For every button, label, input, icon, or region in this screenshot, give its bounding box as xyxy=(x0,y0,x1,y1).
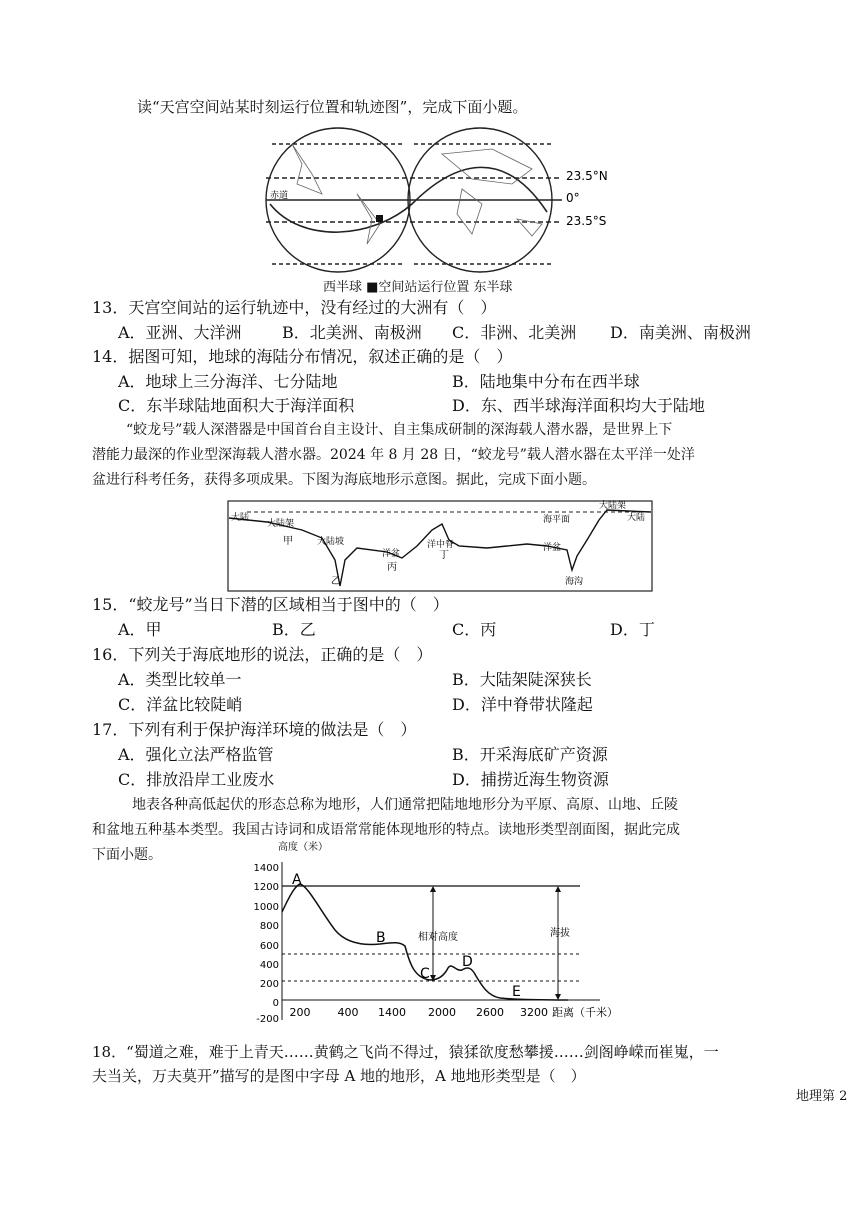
x-tick-400: 400 xyxy=(337,1006,359,1019)
y-tick-1200: 1200 xyxy=(253,882,279,893)
q14-option-c: C．东半球陆地面积大于海洋面积 xyxy=(118,396,355,415)
q14-option-a: A．地球上三分海洋、七分陆地 xyxy=(118,372,338,391)
chart-xlabel: 距离（千米） xyxy=(552,1006,618,1019)
x-tick-1400: 1400 xyxy=(378,1006,406,1019)
equator-text-label: 赤道 xyxy=(270,191,289,201)
q16-stem: 16．下列关于海底地形的说法，正确的是（ ） xyxy=(92,645,433,664)
q14-option-d: D．东、西半球海洋面积均大于陆地 xyxy=(452,396,705,415)
y-tick-neg200: -200 xyxy=(256,1014,279,1025)
land-right-label: 大陆 xyxy=(627,513,646,523)
q13-option-b: B．北美洲、南极洲 xyxy=(282,323,422,342)
q13-option-a: A．亚洲、大洋洲 xyxy=(118,323,242,342)
intro-jiaolong-line3: 盆进行科考任务，获得多项成果。下图为海底地形示意图。据此，完成下面小题。 xyxy=(92,472,596,488)
altitude-label: 海拔 xyxy=(550,928,570,939)
y-tick-600: 600 xyxy=(259,941,279,952)
point-yi: 乙 xyxy=(331,576,341,587)
intro-orbit: 读“天宫空间站某时刻运行位置和轨迹图”，完成下面小题。 xyxy=(137,98,528,116)
chart-ylabel: 高度（米） xyxy=(278,842,328,853)
point-d: D xyxy=(462,954,473,970)
q17-option-b: B．开采海底矿产资源 xyxy=(452,745,608,764)
q13-option-c: C．非洲、北美洲 xyxy=(452,323,577,342)
point-b: B xyxy=(376,930,386,946)
intro-jiaolong-line2: 潜能力最深的作业型深海载人潜水器。2024 年 8 月 28 日，“蛟龙号”载人潜水器在太平洋一处洋 xyxy=(92,447,695,463)
trench-label: 海沟 xyxy=(565,577,584,587)
q16-option-b: B．大陆架陡深狭长 xyxy=(452,670,592,689)
point-jia: 甲 xyxy=(283,536,293,547)
shelf-label: 大陆架 xyxy=(267,519,295,529)
x-tick-2000: 2000 xyxy=(428,1006,456,1019)
point-c: C xyxy=(420,966,430,982)
sea-level-label: 海平面 xyxy=(543,515,571,525)
q18-line2: 夫当关，万夫莫开”描写的是图中字母 A 地的地形，A 地地形类型是（ ） xyxy=(92,1067,586,1085)
equator-degree-label: 0° xyxy=(566,191,580,205)
orbit-caption: 西半球 ■空间站运行位置 东半球 xyxy=(323,280,513,295)
slope-label: 大陆坡 xyxy=(317,537,345,547)
q15-stem: 15．“蛟龙号”当日下潜的区域相当于图中的（ ） xyxy=(92,595,449,614)
q15-option-d: D．丁 xyxy=(610,620,655,639)
basin-left-label: 洋盆 xyxy=(382,549,401,559)
y-tick-800: 800 xyxy=(259,921,279,932)
lat-n-label: 23.5°N xyxy=(566,169,608,183)
land-left-label: 大陆 xyxy=(231,513,250,523)
intro-terrain-line3: 下面小题。 xyxy=(92,847,162,863)
q15-option-b: B．乙 xyxy=(272,620,316,639)
q14-stem: 14．据图可知，地球的海陆分布情况，叙述正确的是（ ） xyxy=(92,347,513,366)
orbit-figure xyxy=(262,124,622,292)
q17-option-d: D．捕捞近海生物资源 xyxy=(452,770,609,789)
point-bing: 丙 xyxy=(387,562,397,573)
point-ding: 丁 xyxy=(439,550,449,561)
q14-option-b: B．陆地集中分布在西半球 xyxy=(452,372,640,391)
point-e: E xyxy=(512,984,521,1000)
q15-option-c: C．丙 xyxy=(452,620,497,639)
y-tick-1000: 1000 xyxy=(253,902,279,913)
ridge-label: 洋中脊 xyxy=(427,540,455,550)
q15-option-a: A．甲 xyxy=(118,620,162,639)
y-tick-1400: 1400 xyxy=(253,863,279,874)
q13-stem: 13．天宫空间站的运行轨迹中，没有经过的大洲有（ ） xyxy=(92,298,497,317)
terrain-profile-chart xyxy=(250,840,630,1025)
x-tick-200: 200 xyxy=(289,1006,311,1019)
point-a: A xyxy=(292,872,302,888)
station-position-icon xyxy=(376,215,383,222)
shelf-right-label: 大陆架 xyxy=(599,501,627,511)
q16-option-c: C．洋盆比较陡峭 xyxy=(118,695,243,714)
q16-option-d: D．洋中脊带状隆起 xyxy=(452,695,593,714)
intro-terrain-line2: 和盆地五种基本类型。我国古诗词和成语常常能体现地形的特点。读地形类型剖面图，据此完成 xyxy=(92,822,680,838)
basin-right-label: 洋盆 xyxy=(543,543,562,553)
y-tick-400: 400 xyxy=(259,960,279,971)
seafloor-diagram xyxy=(227,500,653,592)
q17-stem: 17．下列有利于保护海洋环境的做法是（ ） xyxy=(92,720,417,739)
x-tick-3200: 3200 xyxy=(520,1006,548,1019)
x-tick-2600: 2600 xyxy=(476,1006,504,1019)
q17-option-c: C．排放沿岸工业废水 xyxy=(118,770,275,789)
page-footer: 地理第 2 xyxy=(796,1089,848,1104)
q17-option-a: A．强化立法严格监管 xyxy=(118,745,274,764)
q13-option-d: D．南美洲、南极洲 xyxy=(610,323,751,342)
lat-s-label: 23.5°S xyxy=(566,214,607,228)
relative-height-label: 相对高度 xyxy=(418,932,458,943)
y-tick-200: 200 xyxy=(259,979,279,990)
y-tick-0: 0 xyxy=(272,998,279,1009)
intro-terrain-line1: 地表各种高低起伏的形态总称为地形，人们通常把陆地地形分为平原、高原、山地、丘陵 xyxy=(132,797,678,813)
q16-option-a: A．类型比较单一 xyxy=(118,670,242,689)
intro-jiaolong-line1: “蛟龙号”载人深潜器是中国首台自主设计、自主集成研制的深海载人潜水器，是世界上下 xyxy=(126,422,673,438)
q18-line1: 18．“蜀道之难，难于上青天……黄鹤之飞尚不得过，猿猱欲度愁攀援……剑阁峥嵘而崔嵬，一 xyxy=(92,1043,719,1061)
